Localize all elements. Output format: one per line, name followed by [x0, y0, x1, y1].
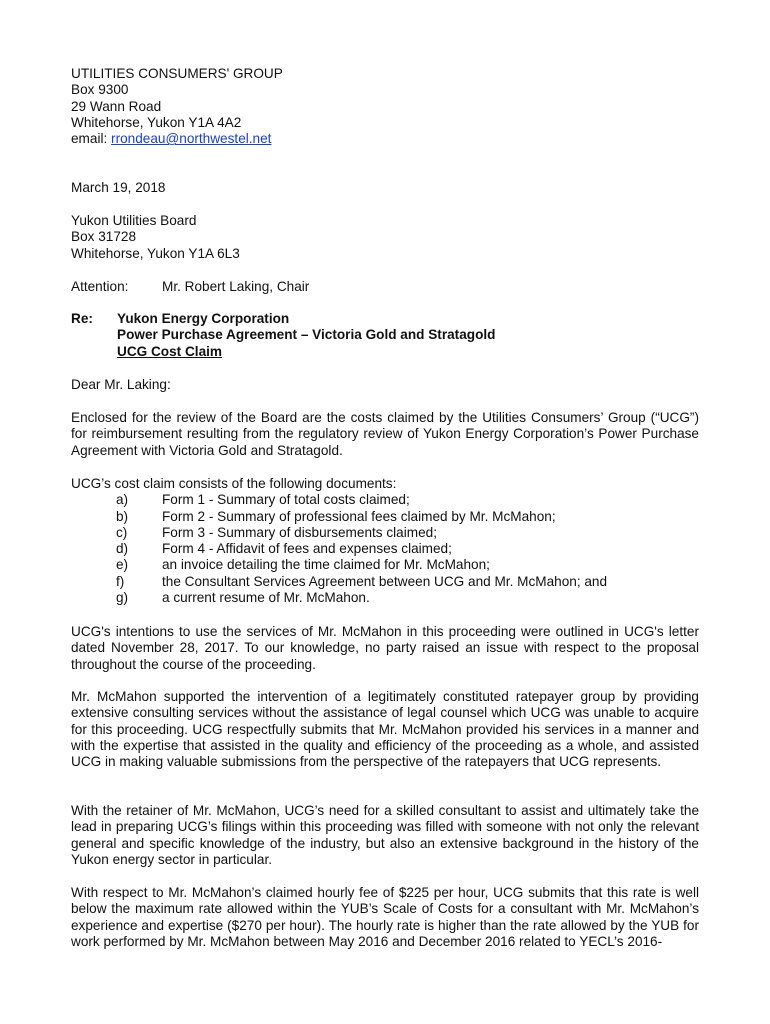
documents-list — [71, 492, 699, 606]
list-item — [71, 590, 699, 606]
list-item-text: Form 3 - Summary of disbursements claimed; — [162, 524, 437, 540]
salutation-text: Dear Mr. Laking: — [71, 377, 171, 392]
paragraph-6: With respect to Mr. McMahon’s claimed hourly fee of $225 per hour, UCG submits that this rate is well below the maximum rate allowed within the YUB’s Scale of Costs for a consultant with Mr. McMahon’s experience and expertise ($270 per hour). The hourly rate is higher than the rate allowed by the YUB for work performed by Mr. McMahon between May 2016 and December 2016 related to YECL’s 2016- — [71, 885, 699, 949]
re-line-3: UCG Cost Claim — [117, 343, 222, 359]
attention-value: Mr. Robert Laking, Chair — [162, 279, 310, 294]
list-item-label: g) — [116, 590, 129, 606]
paragraph-1: Enclosed for the review of the Board are the costs claimed by the Utilities Consumers’ Group (“UCG”) for reimbursement resulting from the regulatory review of Yukon Energy Corporation’s Power Purchase Agreement with Victoria Gold and Stratagold. — [71, 410, 699, 458]
salutation — [71, 377, 699, 393]
list-item — [71, 541, 699, 557]
recipient-city: Whitehorse, Yukon Y1A 6L3 — [71, 245, 240, 261]
sender-street: 29 Wann Road — [71, 98, 162, 114]
list-item — [71, 509, 699, 525]
date-text: March 19, 2018 — [71, 180, 166, 195]
list-item-text: Form 4 - Affidavit of fees and expenses claimed; — [162, 541, 452, 557]
paragraph-4: Mr. McMahon supported the intervention of a legitimately constituted ratepayer group by providing extensive consulting services without the assistance of legal counsel which UCG was unable to acquire for this proceeding. UCG respectfully submits that Mr. McMahon provided his services in a manner and with the expertise that assisted in the quality and efficiency of the proceeding as a whole, and assisted UCG in making valuable submissions from the perspective of the ratepayers that UCG represents. — [71, 689, 699, 770]
letter-date — [71, 180, 699, 196]
recipient-address — [71, 213, 699, 262]
re-line-1: Yukon Energy Corporation — [117, 311, 290, 326]
sender-city: Whitehorse, Yukon Y1A 4A2 — [71, 114, 242, 130]
attention-line — [71, 279, 699, 295]
list-item-text: an invoice detailing the time claimed for Mr. McMahon; — [162, 557, 490, 573]
documents-section — [71, 476, 699, 606]
list-item-label: d) — [116, 541, 129, 557]
recipient-box: Box 31728 — [71, 229, 137, 245]
re-label: Re: — [71, 311, 93, 326]
list-item-text: a current resume of Mr. McMahon. — [162, 590, 370, 606]
sender-address — [71, 66, 699, 147]
list-item — [71, 574, 699, 590]
list-item — [71, 525, 699, 541]
list-item-text: Form 1 - Summary of total costs claimed; — [162, 492, 410, 508]
paragraph-5: With the retainer of Mr. McMahon, UCG’s need for a skilled consultant to assist and ultimately take the lead in preparing UCG’s filings within this proceeding was filled with someone with not only the relevant general and specific knowledge of the industry, but also an extensive background in the history of the Yukon energy sector in particular. — [71, 803, 699, 867]
sender-email-line — [71, 131, 699, 147]
list-item-label: b) — [116, 508, 129, 524]
sender-name: UTILITIES CONSUMERS' GROUP — [71, 66, 283, 81]
list-item — [71, 492, 699, 508]
sender-email-link[interactable]: rrondeau@northwestel.net — [111, 131, 272, 147]
list-item-label: e) — [116, 557, 129, 573]
paragraph-3: UCG's intentions to use the services of Mr. McMahon in this proceeding were outlined in UCG's letter dated November 28, 2017. To our knowledge, no party raised an issue with respect to the proposal throughout the course of the proceeding. — [71, 624, 699, 672]
subject-block — [71, 311, 699, 360]
list-item — [71, 557, 699, 573]
list-item-text: Form 2 - Summary of professional fees claimed by Mr. McMahon; — [162, 508, 556, 524]
list-item-text: the Consultant Services Agreement between UCG and Mr. McMahon; and — [162, 573, 608, 589]
attention-label: Attention: — [71, 279, 129, 294]
documents-intro: UCG’s cost claim consists of the following documents: — [71, 476, 397, 491]
list-item-label: a) — [116, 492, 129, 508]
sender-box: Box 9300 — [71, 82, 129, 98]
sender-email-label: email: — [71, 131, 112, 147]
recipient-name: Yukon Utilities Board — [71, 213, 197, 228]
list-item-label: c) — [116, 524, 128, 540]
list-item-label: f) — [116, 573, 125, 589]
re-line-2: Power Purchase Agreement – Victoria Gold and Stratagold — [117, 327, 496, 343]
